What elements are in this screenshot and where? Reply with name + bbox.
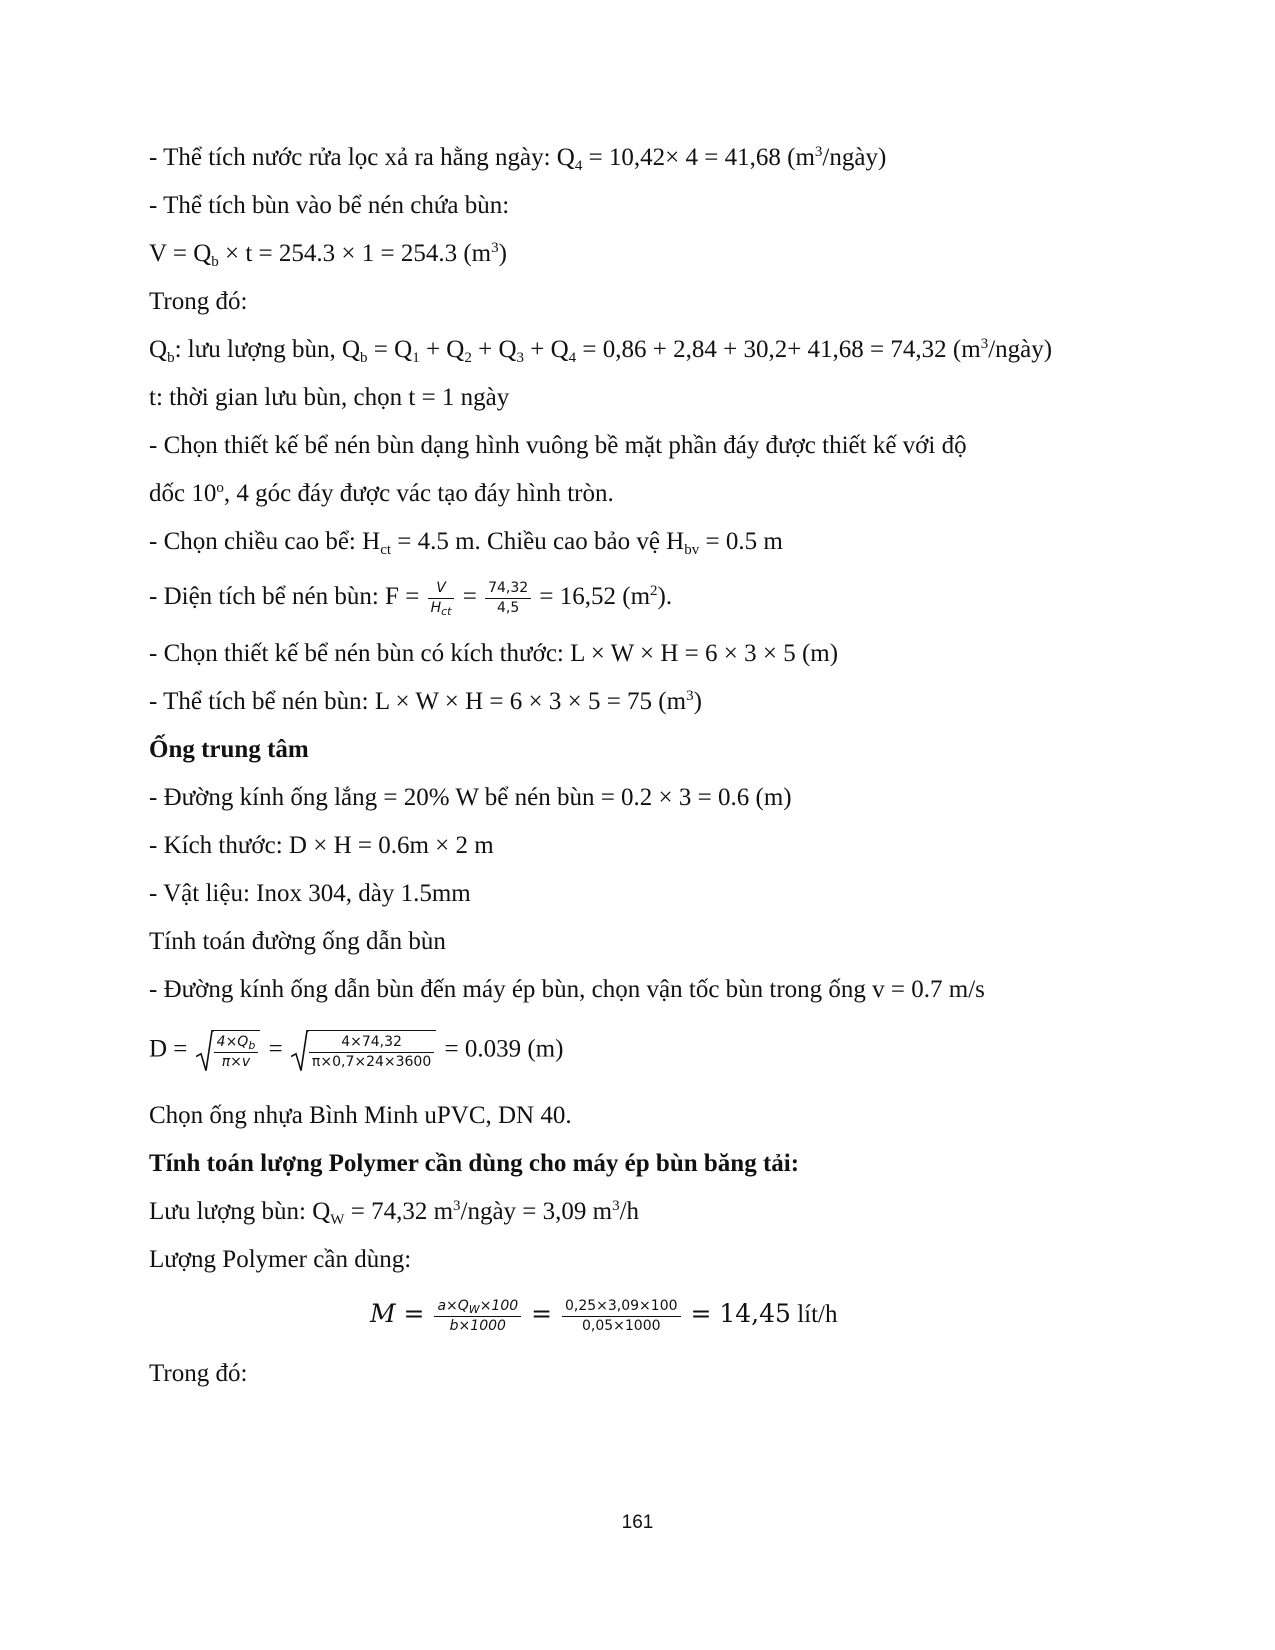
text-line-diameter-formula: D = $\frac{4\times Q_b}{\pi\times v}$ = $\frac{4\times 74,32}{\pi\times 0,7\times 24\times 3600}$ = 0.039 (m) xyxy=(149,1030,563,1072)
text-line-retention-time: t: thời gian lưu bùn, chọn t = 1 ngày xyxy=(149,384,510,411)
text-line-sludge-volume-heading: - Thể tích bùn vào bể nén chứa bùn: xyxy=(149,192,510,219)
text-line-volume-formula: $V = Q_b \times t = 254.3 \times 1 = 254.3$ $(m^3)$ xyxy=(149,240,507,270)
sqrt-formula-numeric: $\frac{4\times 74,32}{\pi\times 0,7\times 24\times 3600}$ xyxy=(291,1030,436,1072)
text-line-area-formula: - Diện tích bể nén bùn: F = $\frac{V}{H_{ct}}$ = $\frac{74,32}{4,5}$ = 16,52 $(m^2)$. xyxy=(149,580,673,618)
sqrt-formula-symbolic: $\frac{4\times Q_b}{\pi\times v}$ xyxy=(196,1030,261,1072)
text-line-tank-height: - Chọn chiều cao bể: $H_{ct} = 4.5$ m. Chiều cao bảo vệ $H_{bv} = 0.5$ m xyxy=(149,528,783,558)
text-line-pipe-size: - Kích thước: D × H = 0.6m × 2 m xyxy=(149,832,494,859)
text-line-tank-volume: - Thể tích bể nén bùn: L × W × H = 6 × 3 × 5 = 75 $(m^3)$ xyxy=(149,688,702,715)
text-line-pipe-choice: Chọn ống nhựa Bình Minh uPVC, DN 40. xyxy=(149,1102,572,1129)
text-line-slope: dốc 10$^o$, 4 góc đáy được vác tạo đáy hình tròn. xyxy=(149,480,614,507)
text-line-settling-diameter: - Đường kính ống lắng = 20% W bể nén bùn = 0.2 × 3 = 0.6 (m) xyxy=(149,784,792,811)
text-line-sludge-flow-rate: Lưu lượng bùn: $Q_W = 74,32$ $m^3$/ngày = 3,09 $m^3/h$ xyxy=(149,1198,640,1228)
text-line-filter-wash-volume: - Thể tích nước rửa lọc xả ra hằng ngày: $Q_4 = 10,42\times 4 = 41,68$ $(m^3/ngày)$ xyxy=(149,144,887,174)
page-number: 161 xyxy=(621,1512,654,1533)
fraction-polymer-symbolic: $\frac{a\times Q_W\times 100}{b\times 1000}$ xyxy=(434,1297,521,1336)
fraction-v-over-hct: $\frac{V}{H_{ct}}$ xyxy=(428,579,455,618)
text-line-polymer-needed: Lượng Polymer cần dùng: xyxy=(149,1246,412,1273)
text-line-where: Trong đó: xyxy=(149,288,248,315)
text-line-design-shape: - Chọn thiết kế bể nén bùn dạng hình vuông bề mặt phần đáy được thiết kế với độ xyxy=(149,432,967,459)
text-line-polymer-formula: M = $\frac{a\times Q_W\times 100}{b\times 1000}$ = $\frac{0,25\times 3,09\times 100}{0,05\times 1000}$ = 14,45 lít/h xyxy=(370,1298,838,1334)
text-line-sludge-flow: $Q_b$: lưu lượng bùn, $Q_b = Q_1 + Q_2 + Q_3 + Q_4 = 0,86 + 2,84 + 30,2+ 41,68 = 74,32$ $(m^3/ngày)$ xyxy=(149,336,1053,366)
text-line-pipe-velocity: - Đường kính ống dẫn bùn đến máy ép bùn, chọn vận tốc bùn trong ống v = 0.7 m/s xyxy=(149,976,985,1003)
text-line-pipe-calc-heading: Tính toán đường ống dẫn bùn xyxy=(149,928,446,955)
section-heading-polymer: Tính toán lượng Polymer cần dùng cho máy ép bùn băng tải: xyxy=(149,1150,800,1177)
text-line-material: - Vật liệu: Inox 304, dày 1.5mm xyxy=(149,880,471,907)
fraction-area-values: $\frac{74,32}{4,5}$ xyxy=(485,579,531,618)
section-heading-central-pipe: Ống trung tâm xyxy=(149,736,309,763)
text-line-where-2: Trong đó: xyxy=(149,1360,248,1387)
fraction-polymer-numeric: $\frac{0,25\times 3,09\times 100}{0,05\times 1000}$ xyxy=(562,1297,681,1336)
text-line-dimensions: - Chọn thiết kế bể nén bùn có kích thước: L × W × H = 6 × 3 × 5 (m) xyxy=(149,640,839,667)
